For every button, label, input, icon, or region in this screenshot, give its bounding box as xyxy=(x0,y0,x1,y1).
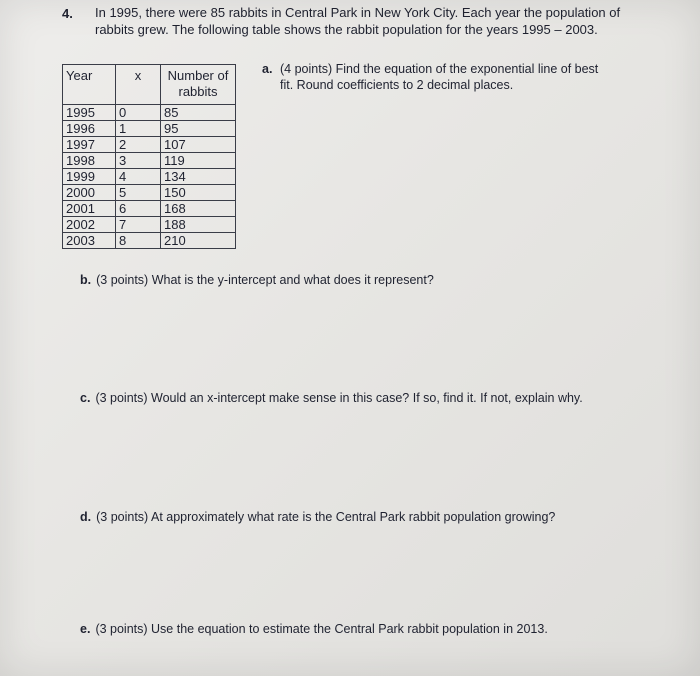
cell-rabbits: 150 xyxy=(161,185,236,201)
header-number-of-rabbits: Number of rabbits xyxy=(161,65,236,105)
part-c-text: (3 points) Would an x-intercept make sense in this case? If so, find it. If not, explain why. xyxy=(95,391,583,405)
cell-rabbits: 107 xyxy=(161,137,236,153)
cell-year: 1999 xyxy=(63,169,116,185)
part-d-text: (3 points) At approximately what rate is the Central Park rabbit population growing? xyxy=(96,510,556,524)
cell-rabbits: 168 xyxy=(161,201,236,217)
cell-x: 5 xyxy=(116,185,161,201)
part-e xyxy=(80,622,680,636)
cell-x: 7 xyxy=(116,217,161,233)
header-x: x xyxy=(116,65,161,105)
part-b-text: (3 points) What is the y-intercept and what does it represent? xyxy=(96,273,434,287)
part-e-text: (3 points) Use the equation to estimate the Central Park rabbit population in 2013. xyxy=(95,622,548,636)
part-d-label: d. xyxy=(80,510,92,524)
cell-year: 1998 xyxy=(63,153,116,169)
table-row xyxy=(63,233,236,249)
part-c-label: c. xyxy=(80,391,91,405)
table-row xyxy=(63,105,236,121)
table-row xyxy=(63,169,236,185)
cell-year: 2000 xyxy=(63,185,116,201)
rabbit-population-table xyxy=(62,64,236,249)
cell-year: 1995 xyxy=(63,105,116,121)
cell-year: 1997 xyxy=(63,137,116,153)
table-row xyxy=(63,137,236,153)
table-row xyxy=(63,217,236,233)
cell-year: 2001 xyxy=(63,201,116,217)
question-text-line-2: rabbits grew. The following table shows the rabbit population for the years 1995 – 2003. xyxy=(95,22,598,37)
cell-year: 2002 xyxy=(63,217,116,233)
part-a-label: a. xyxy=(262,62,273,76)
part-a-text-line-2: fit. Round coefficients to 2 decimal places. xyxy=(280,78,514,92)
part-a-text-line-1: (4 points) Find the equation of the exponential line of best xyxy=(280,62,599,76)
question-number: 4. xyxy=(62,6,73,21)
table-header-row xyxy=(63,65,236,105)
cell-rabbits: 119 xyxy=(161,153,236,169)
cell-x: 3 xyxy=(116,153,161,169)
table-row xyxy=(63,201,236,217)
cell-year: 2003 xyxy=(63,233,116,249)
cell-x: 2 xyxy=(116,137,161,153)
table-row xyxy=(63,185,236,201)
part-d xyxy=(80,510,680,524)
part-b xyxy=(80,273,680,287)
question-text-line-1: In 1995, there were 85 rabbits in Central Park in New York City. Each year the population of xyxy=(95,5,621,20)
part-e-label: e. xyxy=(80,622,91,636)
header-year: Year xyxy=(63,65,116,105)
table-row xyxy=(63,153,236,169)
part-c xyxy=(80,391,680,405)
cell-x: 6 xyxy=(116,201,161,217)
cell-year: 1996 xyxy=(63,121,116,137)
cell-x: 8 xyxy=(116,233,161,249)
cell-rabbits: 134 xyxy=(161,169,236,185)
cell-rabbits: 95 xyxy=(161,121,236,137)
cell-rabbits: 85 xyxy=(161,105,236,121)
part-b-label: b. xyxy=(80,273,92,287)
cell-x: 4 xyxy=(116,169,161,185)
cell-x: 1 xyxy=(116,121,161,137)
cell-rabbits: 188 xyxy=(161,217,236,233)
table-row xyxy=(63,121,236,137)
cell-rabbits: 210 xyxy=(161,233,236,249)
cell-x: 0 xyxy=(116,105,161,121)
